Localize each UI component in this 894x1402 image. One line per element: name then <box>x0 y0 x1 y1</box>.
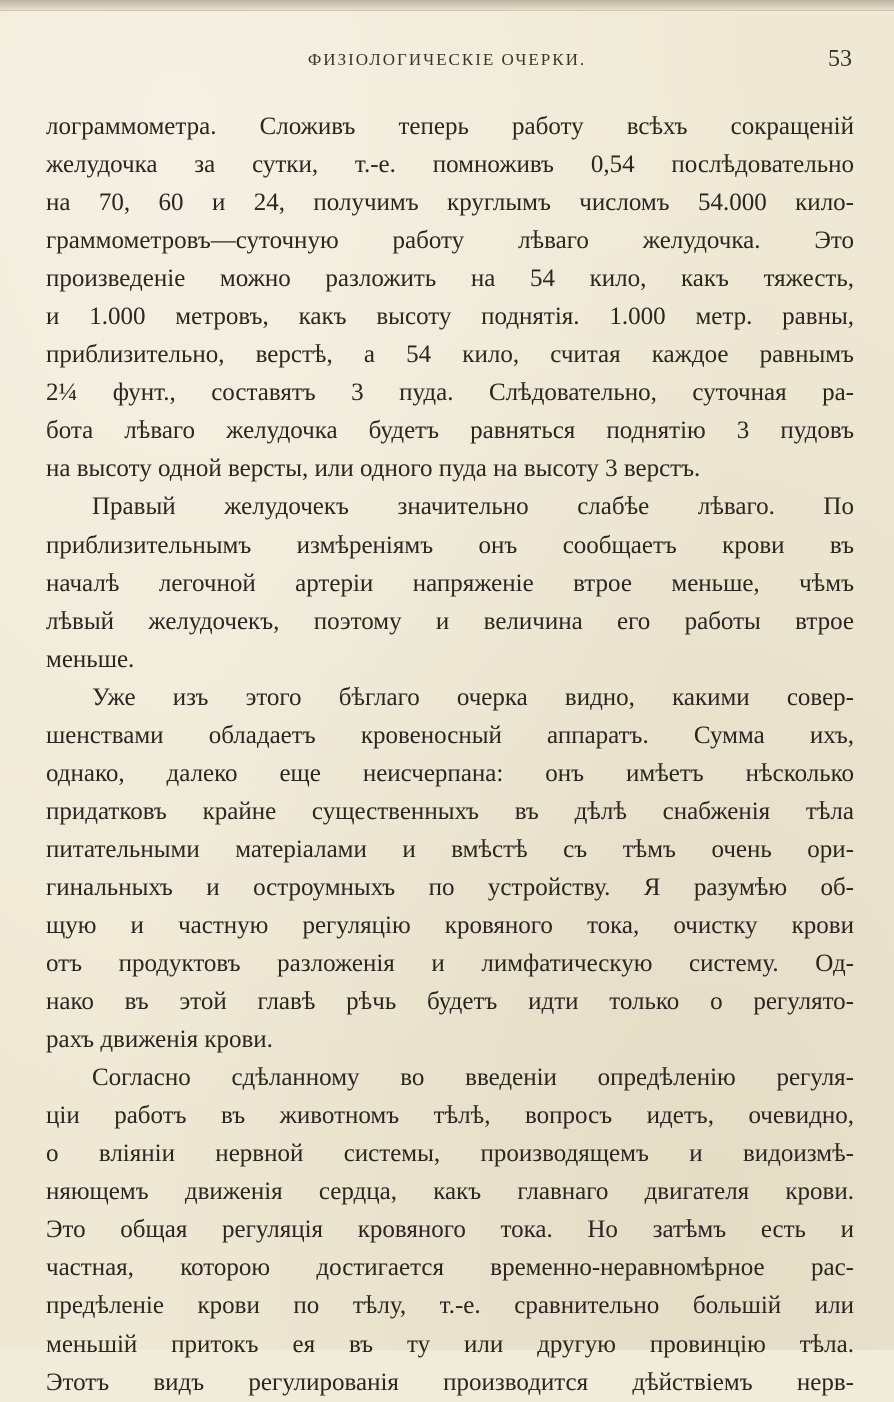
text-line: приблизительнымъ измѣренiямъ онъ сообщаетъ крови въ <box>46 531 854 559</box>
text-line: меньше. <box>46 645 135 673</box>
text-line: отъ продуктовъ разложенiя и лимфатическую систему. Од- <box>46 950 854 978</box>
text-line: щую и частную регуляцiю кровяного тока, очистку крови <box>46 911 854 939</box>
text-line: меньшiй притокъ ея въ ту или другую провинцiю тѣла. <box>46 1330 854 1358</box>
running-title: ФИЗIОЛОГИЧЕСКIЕ ОЧЕРКИ. <box>307 50 587 69</box>
text-line: Этотъ видъ регулированiя производится дѣйствiемъ нерв- <box>46 1368 854 1396</box>
page-top-edge <box>0 0 894 11</box>
text-line: произведенiе можно разложить на 54 кило, какъ тяжесть, <box>46 265 854 293</box>
running-head <box>0 44 894 78</box>
paragraph-start-line: Правый желудочекъ значительно слабѣе лѣваго. По <box>92 493 854 521</box>
text-line: лѣвый желудочекъ, поэтому и величина его работы втрое <box>46 607 854 635</box>
text-line: шенствами обладаетъ кровеносный аппаратъ. Сумма ихъ, <box>46 721 854 749</box>
text-line: желудочка за сутки, т.-е. помноживъ 0,54 послѣдовательно <box>46 151 854 179</box>
text-line: о влiянiи нервной системы, производящемъ и видоизмѣ- <box>46 1140 854 1168</box>
text-line: 2¼ фунт., составятъ 3 пуда. Слѣдовательно, суточная ра- <box>46 379 854 407</box>
text-line: Это общая регуляцiя кровяного тока. Но затѣмъ есть и <box>46 1216 854 1244</box>
text-line: няющемъ движенiя сердца, какъ главнаго двигателя крови. <box>46 1178 854 1206</box>
text-line: гинальныхъ и остроумныхъ по устройству. Я разумѣю об- <box>46 873 854 901</box>
paragraph-start-line: Согласно сдѣланному во введенiи опредѣленiю регуля- <box>92 1064 854 1092</box>
text-line: граммометровъ—суточную работу лѣваго желудочка. Это <box>46 227 854 255</box>
text-line: цiи работъ въ животномъ тѣлѣ, вопросъ идетъ, очевидно, <box>46 1102 854 1130</box>
text-line: на высоту одной версты, или одного пуда на высоту 3 верстъ. <box>46 455 701 483</box>
text-line: предѣленiе крови по тѣлу, т.-е. сравнительно большiй или <box>46 1292 854 1320</box>
text-line: рахъ движенiя крови. <box>46 1026 273 1054</box>
text-line: и 1.000 метровъ, какъ высоту поднятiя. 1.000 метр. равны, <box>46 303 854 331</box>
text-line: нако въ этой главѣ рѣчь будетъ идти только о регулято- <box>46 988 854 1016</box>
page-number: 53 <box>828 46 852 72</box>
text-line: лограммометра. Сложивъ теперь работу всѣхъ сокращенiй <box>46 113 854 140</box>
paragraph-start-line: Уже изъ этого бѣглаго очерка видно, какими совер- <box>92 683 854 711</box>
text-line: бота лѣваго желудочка будетъ равняться поднятiю 3 пудовъ <box>46 417 854 445</box>
text-line: частная, которою достигается временно-неравномѣрное рас- <box>46 1254 854 1282</box>
text-line: придатковъ крайне существенныхъ въ дѣлѣ снабженiя тѣла <box>46 797 854 825</box>
text-line: началѣ легочной артерiи напряженiе втрое меньше, чѣмъ <box>46 569 854 597</box>
text-line: на 70, 60 и 24, получимъ круглымъ числомъ 54.000 кило- <box>46 189 854 217</box>
text-line: питательными матерiалами и вмѣстѣ съ тѣмъ очень ори- <box>46 835 854 863</box>
text-line: однако, далеко еще неисчерпана: онъ имѣетъ нѣсколько <box>46 759 854 787</box>
body-text <box>46 108 854 1402</box>
text-line: приблизительно, верстѣ, а 54 кило, считая каждое равнымъ <box>46 341 854 369</box>
